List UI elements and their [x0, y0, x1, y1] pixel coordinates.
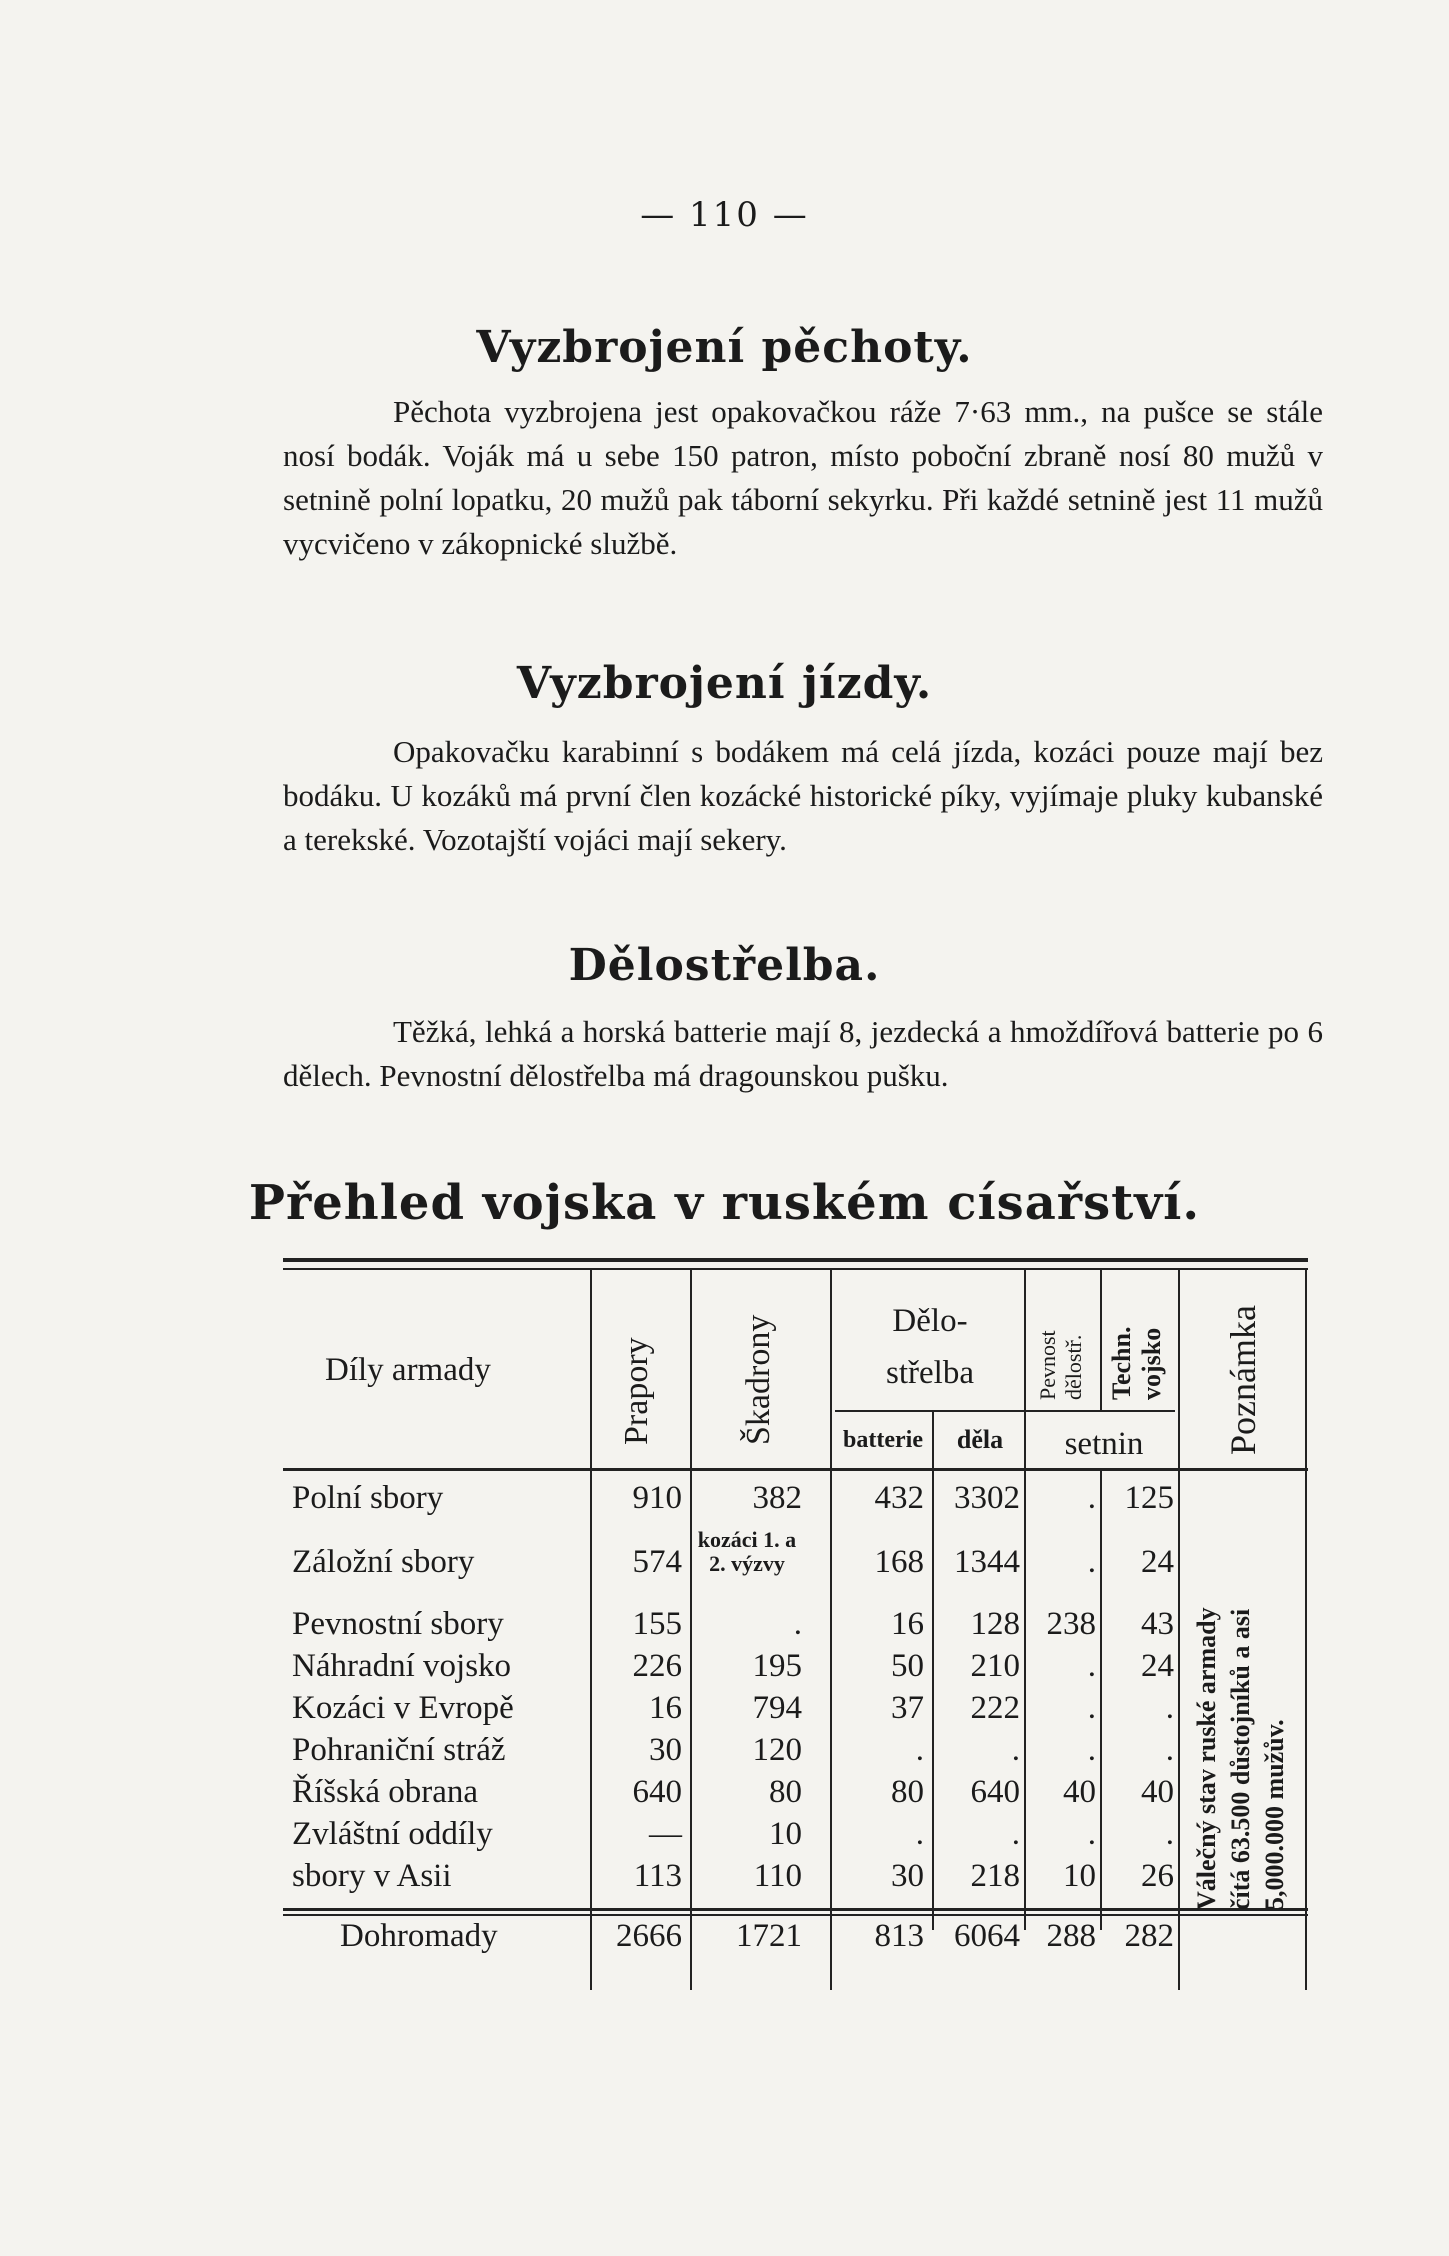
cell-pevnost: . — [1087, 1480, 1096, 1516]
note-line-1: Válečný stav ruské armady — [1192, 1607, 1221, 1910]
cell-techn: 24 — [1141, 1544, 1174, 1580]
cell-dela: 128 — [970, 1606, 1020, 1642]
cell-batterie: 50 — [891, 1648, 924, 1684]
cell-pevnost: . — [1087, 1544, 1096, 1580]
cell-dela: 222 — [970, 1690, 1020, 1726]
header-prapory: Prapory — [618, 1337, 655, 1445]
cell-techn: . — [1165, 1732, 1174, 1768]
table-top-rule — [283, 1258, 1308, 1262]
cell-skadrony: 794 — [752, 1690, 802, 1726]
note-text — [1190, 1607, 1292, 1910]
cell-pevnost: . — [1087, 1816, 1096, 1852]
cell-skadrony: 10 — [769, 1816, 802, 1852]
cell-techn: . — [1165, 1816, 1174, 1852]
row-label: Zvláštní oddíly — [292, 1816, 493, 1852]
total-dela: 6064 — [954, 1918, 1020, 1954]
row-label: Pevnostní sbory — [292, 1606, 504, 1642]
cell-batterie: 168 — [874, 1544, 924, 1580]
cell-techn: 40 — [1141, 1774, 1174, 1810]
cell-dela: 218 — [970, 1858, 1020, 1894]
row-label: Pohraniční stráž — [292, 1732, 506, 1768]
cell-prapory: 113 — [633, 1858, 682, 1894]
total-top-rule — [283, 1908, 1308, 1911]
paragraph-cavalry: Opakovačku karabinní s bodákem má celá jízda, kozáci pouze mají bez bodáku. U kozáků má první člen kozácké historické píky, vyjímaje pluky kubanské a terekské. Vozotajští vojáci mají sekery. — [283, 734, 1323, 857]
cell-techn: 26 — [1141, 1858, 1174, 1894]
note-line-2: čítá 63.500 důstojníků a asi — [1226, 1608, 1255, 1910]
cell-skadrony: . — [793, 1606, 802, 1642]
cell-pevnost: . — [1087, 1732, 1096, 1768]
cell-batterie: 37 — [891, 1690, 924, 1726]
total-skadrony: 1721 — [736, 1918, 802, 1954]
cell-skadrony: 382 — [752, 1480, 802, 1516]
row-label: Náhradní vojsko — [292, 1648, 512, 1684]
cell-pevnost: . — [1087, 1648, 1096, 1684]
cell-dela: 3302 — [954, 1480, 1020, 1516]
header-parts: Díly armady — [325, 1352, 491, 1388]
header-poznamka: Poznámka — [1223, 1305, 1263, 1455]
row-label: Záložní sbory — [292, 1544, 475, 1580]
cell-batterie: . — [915, 1816, 924, 1852]
cell-pevnost: 10 — [1063, 1858, 1096, 1894]
cell-dela: 1344 — [954, 1544, 1020, 1580]
cell-batterie: 432 — [874, 1480, 924, 1516]
cell-techn: . — [1165, 1690, 1174, 1726]
heading-infantry: Vyzbrojení pěchoty. — [476, 322, 973, 373]
row-label: Kozáci v Evropě — [292, 1690, 514, 1726]
cell-prapory: 30 — [649, 1732, 682, 1768]
header-setnin: setnin — [1064, 1426, 1144, 1462]
paragraph-artillery: Těžká, lehká a horská batterie mají 8, jezdecká a hmoždířová batterie po 6 dělech. Pevnostní dělostřelba má dragounskou pušku. — [283, 1014, 1323, 1093]
total-prapory: 2666 — [616, 1918, 682, 1954]
note-line-3: 5,000.000 mužův. — [1260, 1719, 1289, 1910]
cell-skadrony: 195 — [752, 1648, 802, 1684]
cell-prapory: 16 — [649, 1690, 682, 1726]
cell-prapory: 155 — [632, 1606, 682, 1642]
cell-techn: 24 — [1141, 1648, 1174, 1684]
cell-prapory: — — [649, 1816, 682, 1852]
cell-prapory: 910 — [632, 1480, 682, 1516]
cell-skadrony: kozáci 1. a 2. výzvy — [697, 1527, 797, 1576]
row-label: sbory v Asii — [292, 1858, 452, 1894]
page-number: — 110 — — [640, 195, 809, 235]
cell-batterie: . — [915, 1732, 924, 1768]
cell-prapory: 574 — [632, 1544, 682, 1580]
cell-pevnost: 40 — [1063, 1774, 1096, 1810]
cell-skadrony: 110 — [753, 1858, 802, 1894]
header-batterie: batterie — [843, 1427, 923, 1453]
cell-batterie: 80 — [891, 1774, 924, 1810]
header-skadrony: Škadrony — [740, 1314, 777, 1445]
cell-dela: . — [1011, 1732, 1020, 1768]
cell-pevnost: . — [1087, 1690, 1096, 1726]
col-rule-7 — [1178, 1270, 1180, 1990]
col-rule-6a — [1100, 1270, 1102, 1410]
cell-pevnost: 238 — [1046, 1606, 1096, 1642]
header-pevnost: Pevnost dělostř. — [1035, 1330, 1086, 1400]
total-batterie: 813 — [874, 1918, 924, 1954]
table-title: Přehled vojska v ruském císařství. — [248, 1175, 1201, 1231]
cell-techn: 125 — [1124, 1480, 1174, 1516]
total-techn: 282 — [1124, 1918, 1174, 1954]
heading-cavalry: Vyzbrojení jízdy. — [516, 658, 933, 709]
row-label: Polní sbory — [292, 1480, 444, 1516]
cell-dela: 640 — [970, 1774, 1020, 1810]
cell-dela: . — [1011, 1816, 1020, 1852]
cell-prapory: 226 — [632, 1648, 682, 1684]
row-label: Říšská obrana — [292, 1774, 479, 1810]
total-label: Dohromady — [340, 1918, 498, 1954]
col-rule-8 — [1305, 1270, 1307, 1990]
cell-skadrony: 120 — [752, 1732, 802, 1768]
total-pevnost: 288 — [1046, 1918, 1096, 1954]
header-techn: Techn. vojsko — [1107, 1326, 1166, 1400]
cell-skadrony: 80 — [769, 1774, 802, 1810]
header-dela: děla — [956, 1425, 1004, 1454]
heading-artillery: Dělostřelba. — [568, 940, 881, 991]
cell-prapory: 640 — [632, 1774, 682, 1810]
cell-batterie: 30 — [891, 1858, 924, 1894]
cell-dela: 210 — [970, 1648, 1020, 1684]
header-bottom-rule — [283, 1468, 1308, 1471]
subheader-rule — [835, 1410, 1175, 1412]
table-top-rule-thin — [283, 1268, 1308, 1270]
cell-techn: 43 — [1141, 1606, 1174, 1642]
paragraph-infantry: Pěchota vyzbrojena jest opakovačkou ráže 7·63 mm., na pušce se stále nosí bodák. Voják má u sebe 150 patron, místo poboční zbraně nosí 80 mužů v setnině polní lopatku, 20 mužů pak táborní sekyrku. Při každé setnině jest 11 mužů vycvičeno v zákopnické službě. — [283, 394, 1323, 561]
cell-batterie: 16 — [891, 1606, 924, 1642]
header-delostrelba: Dělo- střelba — [886, 1303, 974, 1391]
